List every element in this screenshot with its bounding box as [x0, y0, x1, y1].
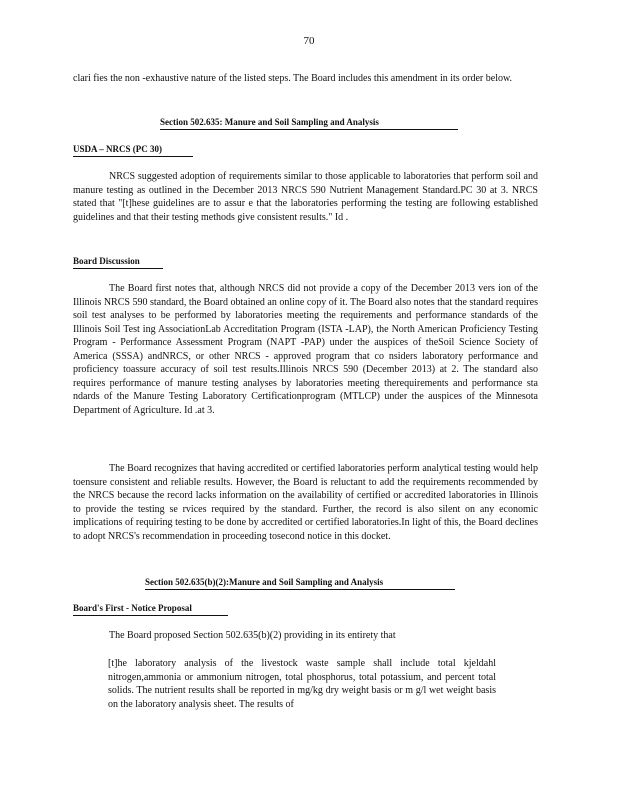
first-notice-proposal-heading: Board's First - Notice Proposal [73, 602, 228, 616]
section-heading-502-635: Section 502.635: Manure and Soil Sampling and Analysis [160, 116, 458, 130]
usda-nrcs-heading: USDA – NRCS (PC 30) [73, 143, 193, 157]
quoted-rule-text: [t]he laboratory analysis of the livestock waste sample shall include total kjeldahl nitrogen,ammonia or ammonium nitrogen, total phosphorus, total potassium, and percent total solids. The nutrient results shall be reported in mg/kg dry weight basis or m g/l wet weight basis on the laboratory analysis sheet. The results of [108, 658, 496, 710]
proposal-paragraph: The Board proposed Section 502.635(b)(2) providing in its entirety that [109, 630, 396, 641]
section-heading-502-635-b-2: Section 502.635(b)(2):Manure and Soil Sampling and Analysis [145, 576, 455, 590]
intro-paragraph: clari fies the non -exhaustive nature of the listed steps. The Board includes this amendment in its order below. [73, 73, 513, 84]
board-discussion-paragraph-1: The Board first notes that, although NRCS did not provide a copy of the December 2013 vers ion of the Illinois NRCS 590 standard, the Board obtained an online copy of it. The Board also notes that the standard requires soil test analyses to be performed by laboratories meeting the requirements and performance standards of the Illinois Soil Test ing AssociationLab Accreditation Program (ISTA -LAP), the North American Proficiency Testing Program - Performance Assessment Program (NAPT -PAP) under the auspices of theSoil Science Society of America (SSSA) andNRCS, or other NRCS - approved program that co nsiders laboratory performance and proficiency toassure accuracy of soil test results.Illinois NRCS 590 (December 2013) at 2. The standard also requires performance of manure testing analyses by laboratories meeting therequirements and performance sta ndards of the Manure Testing Laboratory Certificationprogram (MTLCP) under the auspices of the Minnesota Department of Agriculture. Id .at 3. [73, 283, 538, 416]
page-number: 70 [303, 35, 315, 47]
board-discussion-paragraph-2: The Board recognizes that having accredited or certified laboratories perform analytical testing would help toensure consistent and reliable results. However, the Board is reluctant to add the requirements recommended by the NRCS because the record lacks information on the availability of certified or accredited laboratories in Illinois to provide the testing se rvices required by the standard. Further, the record is also silent on any economic implications of requiring testing to be done by accredited or certified laboratories.In light of this, the Board declines to adopt NRCS's recommendation in proceeding tosecond notice in this docket. [73, 463, 538, 542]
board-discussion-heading: Board Discussion [73, 255, 163, 269]
usda-nrcs-paragraph: NRCS suggested adoption of requirements similar to those applicable to laboratories that perform soil and manure testing as outlined in the December 2013 NRCS 590 Nutrient Management Standard.PC 30 at 3. NRCS stated that "[t]hese guidelines are to assur e that the laboratories performing the testing are following established guidelines and that their testing methods give consistent results." Id . [73, 171, 538, 223]
